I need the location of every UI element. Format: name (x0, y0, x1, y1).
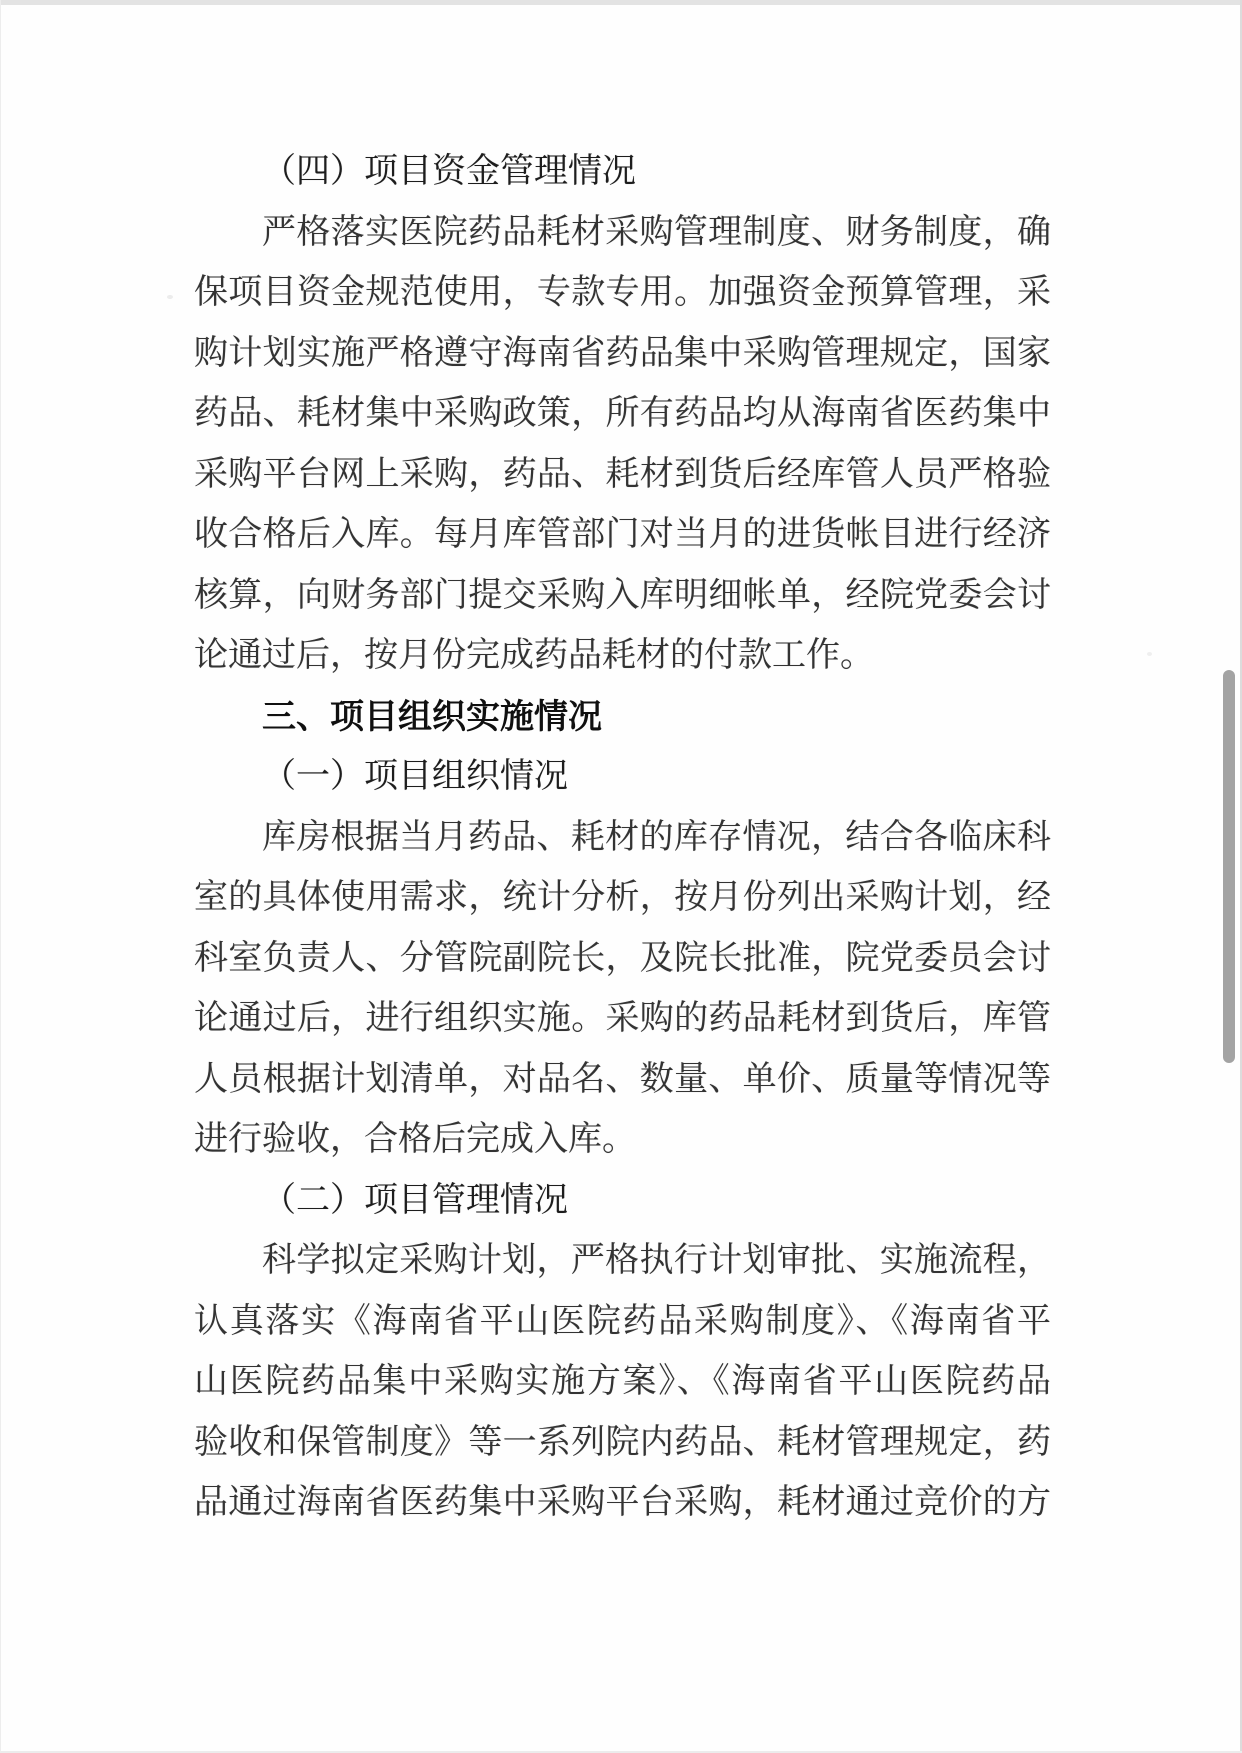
text-line: 收合格后入库。每月库管部门对当月的进货帐目进行经济 (194, 516, 1051, 553)
scan-artifact (167, 295, 173, 299)
text-line: 药品、耗材集中采购政策，所有药品均从海南省医药集中 (194, 395, 1051, 432)
text-line: 山医院药品集中采购实施方案》、《海南省平山医院药品 (194, 1363, 1051, 1400)
heading-line: （二）项目管理情况 (262, 1181, 568, 1219)
text-line: 品通过海南省医药集中采购平台采购，耗材通过竞价的方 (194, 1484, 1051, 1521)
text-line: 科学拟定采购计划，严格执行计划审批、实施流程， (262, 1242, 1051, 1279)
text-line: 库房根据当月药品、耗材的库存情况，结合各临床科 (262, 818, 1051, 856)
heading-line: 三、项目组织实施情况 (262, 697, 602, 736)
text-line: 认真落实《海南省平山医院药品采购制度》、《海南省平 (194, 1302, 1051, 1340)
heading-line: （一）项目组织情况 (262, 758, 568, 795)
text-line: 核算，向财务部门提交采购入库明细帐单，经院党委会讨 (194, 576, 1051, 614)
text-line: 论通过后，按月份完成药品耗材的付款工作。 (194, 637, 874, 674)
text-line: 严格落实医院药品耗材采购管理制度、财务制度，确 (262, 213, 1051, 251)
text-line: 室的具体使用需求，统计分析，按月份列出采购计划，经 (194, 879, 1051, 916)
text-line: 人员根据计划清单，对品名、数量、单价、质量等情况等 (194, 1060, 1051, 1098)
text-line: 购计划实施严格遵守海南省药品集中采购管理规定，国家 (194, 334, 1051, 372)
text-line: 进行验收，合格后完成入库。 (194, 1121, 636, 1158)
page-top-divider (1, 0, 1242, 5)
scrollbar-thumb[interactable] (1223, 670, 1235, 1063)
heading-line: （四）项目资金管理情况 (262, 153, 636, 190)
text-line: 科室负责人、分管院副院长，及院长批准，院党委员会讨 (194, 939, 1051, 977)
text-line: 论通过后，进行组织实施。采购的药品耗材到货后，库管 (194, 1000, 1051, 1037)
text-line: 保项目资金规范使用，专款专用。加强资金预算管理，采 (194, 274, 1051, 311)
scan-artifact (1147, 652, 1152, 656)
text-line: 采购平台网上采购，药品、耗材到货后经库管人员严格验 (194, 455, 1051, 493)
document-text-block (194, 142, 1051, 1534)
text-line: 验收和保管制度》等一系列院内药品、耗材管理规定，药 (194, 1423, 1051, 1461)
